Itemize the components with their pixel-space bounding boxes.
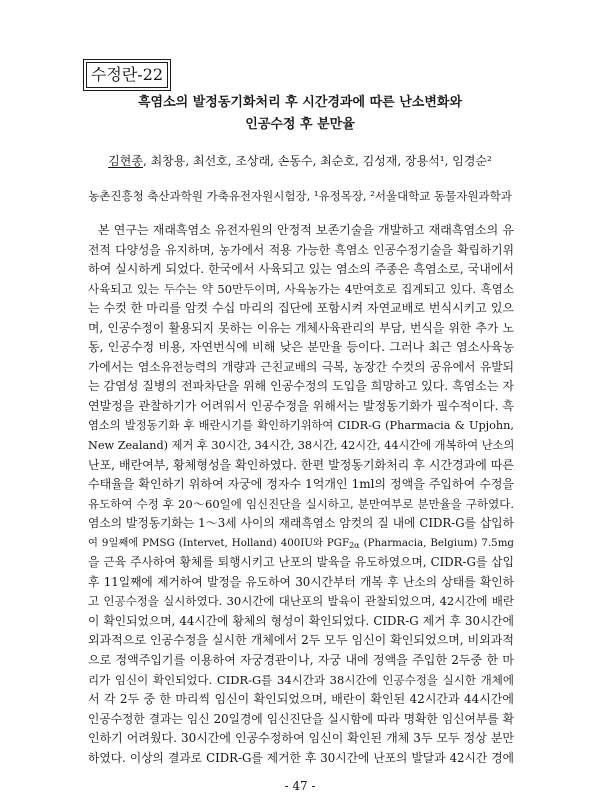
abstract-id-tag: 수정란-22 — [83, 59, 171, 91]
body-line: 유도하여 수정 후 20～60일에 임신진단을 실시하고, 분만여부로 분만율을 구하였다. — [88, 496, 514, 511]
presenting-author: 김현종 — [108, 154, 143, 168]
body-line — [88, 534, 514, 554]
body-line: 염소의 발정동기화는 1～3세 사이의 재래흑염소 암컷의 질 내에 CIDR-G를 삽입하 — [88, 516, 514, 531]
body-line: 며, 인공수정이 활용되지 못하는 이유는 개체사육관리의 부담, 번식을 위한 추가 노 — [88, 320, 514, 335]
body-line: 염소의 발정동기화 후 배란시기를 확인하기위하여 CIDR-G (Pharmacia & Upjohn, — [88, 419, 514, 433]
body-line: 연발정을 관찰하기가 어려워서 인공수정을 위해서는 발정동기화가 필수적이다. 흑 — [88, 398, 514, 413]
paper-title — [70, 92, 530, 136]
body-line: 본 연구는 재래흑염소 유전자원의 안정적 보존기술을 개발하고 재래흑염소의 유 — [98, 223, 514, 237]
body-line: 외과적으로 인공수정을 실시한 개체에서 2두 모두 임신이 확인되었으며, 비외과적 — [88, 633, 514, 648]
body-line: 후 11일째에 제거하여 발정을 유도하여 30시간부터 개복 후 난소의 상태를 확인하 — [88, 574, 514, 589]
page-number: - 47 - — [284, 779, 316, 793]
body-line: 전적 다양성을 유지하며, 농가에서 적용 가능한 흑염소 인공수정기술을 확립하기위 — [88, 242, 514, 257]
body-line: 고 인공수정을 실시하였다. 30시간에 대난포의 발육이 관찰되었으며, 42시간에 배란 — [88, 594, 514, 609]
body-line: 서 각 2두 중 한 마리씩 임신이 확인되었으며, 배란이 확인된 42시간과 44시간에 — [88, 692, 514, 707]
body-line: 인공수정한 결과는 임신 20일경에 임신진단을 실시함에 따라 명확한 임신여부를 확 — [88, 711, 514, 726]
body-line: New Zealand) 제거 후 30시간, 34시간, 38시간, 42시간, 44시간에 개복하여 난소의 — [88, 439, 514, 453]
affiliation: 농촌진흥청 축산과학원 가축유전자원시험장, ¹유정목장, ²서울대학교 동물자원과학과 — [88, 189, 512, 203]
body-line: 리가 임신이 확인되었다. CIDR-G를 34시간과 38시간에 인공수정을 실시한 개체에 — [88, 672, 514, 687]
body-line: 인하기 어려웠다. 30시간에 인공수정하여 임신이 확인된 개체 3두 모두 정상 분만 — [88, 731, 514, 746]
body-line: 수태율을 확인하기 위하여 자궁에 정자수 1억개인 1ml의 정액을 주입하여 수정을 — [88, 477, 514, 492]
title-line-1: 흑염소의 발정동기화처리 후 시간경과에 따른 난소변화와 — [137, 95, 463, 110]
abstract-body — [88, 221, 514, 768]
body-line: 하여 실시하게 되었다. 한국에서 사육되고 있는 염소의 주종은 흑염소로, 국내에서 — [88, 262, 514, 277]
author-list — [86, 150, 514, 172]
co-authors: , 최창용, 최선호, 조상래, 손동수, 최순호, 김성재, 장용석¹, 임경순² — [142, 154, 492, 168]
body-line: 하였다. 이상의 결과로 CIDR-G를 제거한 후 30시간에 난포의 발달과 42시간 경에 — [88, 750, 514, 765]
title-line-2: 인공수정 후 분만율 — [245, 117, 355, 132]
body-line: 사육되고 있는 두수는 약 50만두이며, 사육농가는 4만여호로 집계되고 있다. 흑염소 — [88, 281, 514, 296]
body-line: 는 수컷 한 마리를 암컷 수십 마리의 집단에 포함시켜 자연교배로 번식시키고 있으 — [88, 301, 514, 316]
body-line: 동, 인공수정 비용, 자연번식에 비해 낮은 분만율 등이다. 그러나 최근 염소사육농 — [88, 340, 514, 355]
body-line: 난포, 배란여부, 황체형성을 확인하였다. 한편 발정동기화처리 후 시간경과에 따른 — [88, 457, 514, 472]
pgf-subscript: 2α — [349, 540, 360, 550]
body-line: 는 감염성 질병의 전파차단을 위해 인공수정의 도입을 희망하고 있다. 흑염소는 자 — [88, 379, 514, 394]
body-line: 이 확인되었으며, 44시간에 황체의 형성이 확인되었다. CIDR-G 제거 후 30시간에 — [88, 613, 514, 628]
body-line: 을 근육 주사하여 황체를 퇴행시키고 난포의 발육을 유도하였으며, CIDR-G를 삽입 — [88, 555, 514, 570]
body-line-text: (Pharmacia, Belgium) 7.5mg — [359, 536, 514, 549]
body-line-text: 여 9일째에 PMSG (Intervet, Holland) 400IU와 PGF — [88, 536, 350, 549]
body-line: 으로 정액주입기를 이용하여 자궁경관이나, 자궁 내에 정액을 주입한 2두중 한 마 — [88, 653, 514, 668]
body-line: 가에서는 염소유전능력의 개량과 근친교배의 극복, 농장간 수컷의 공유에서 유발되 — [88, 359, 514, 374]
